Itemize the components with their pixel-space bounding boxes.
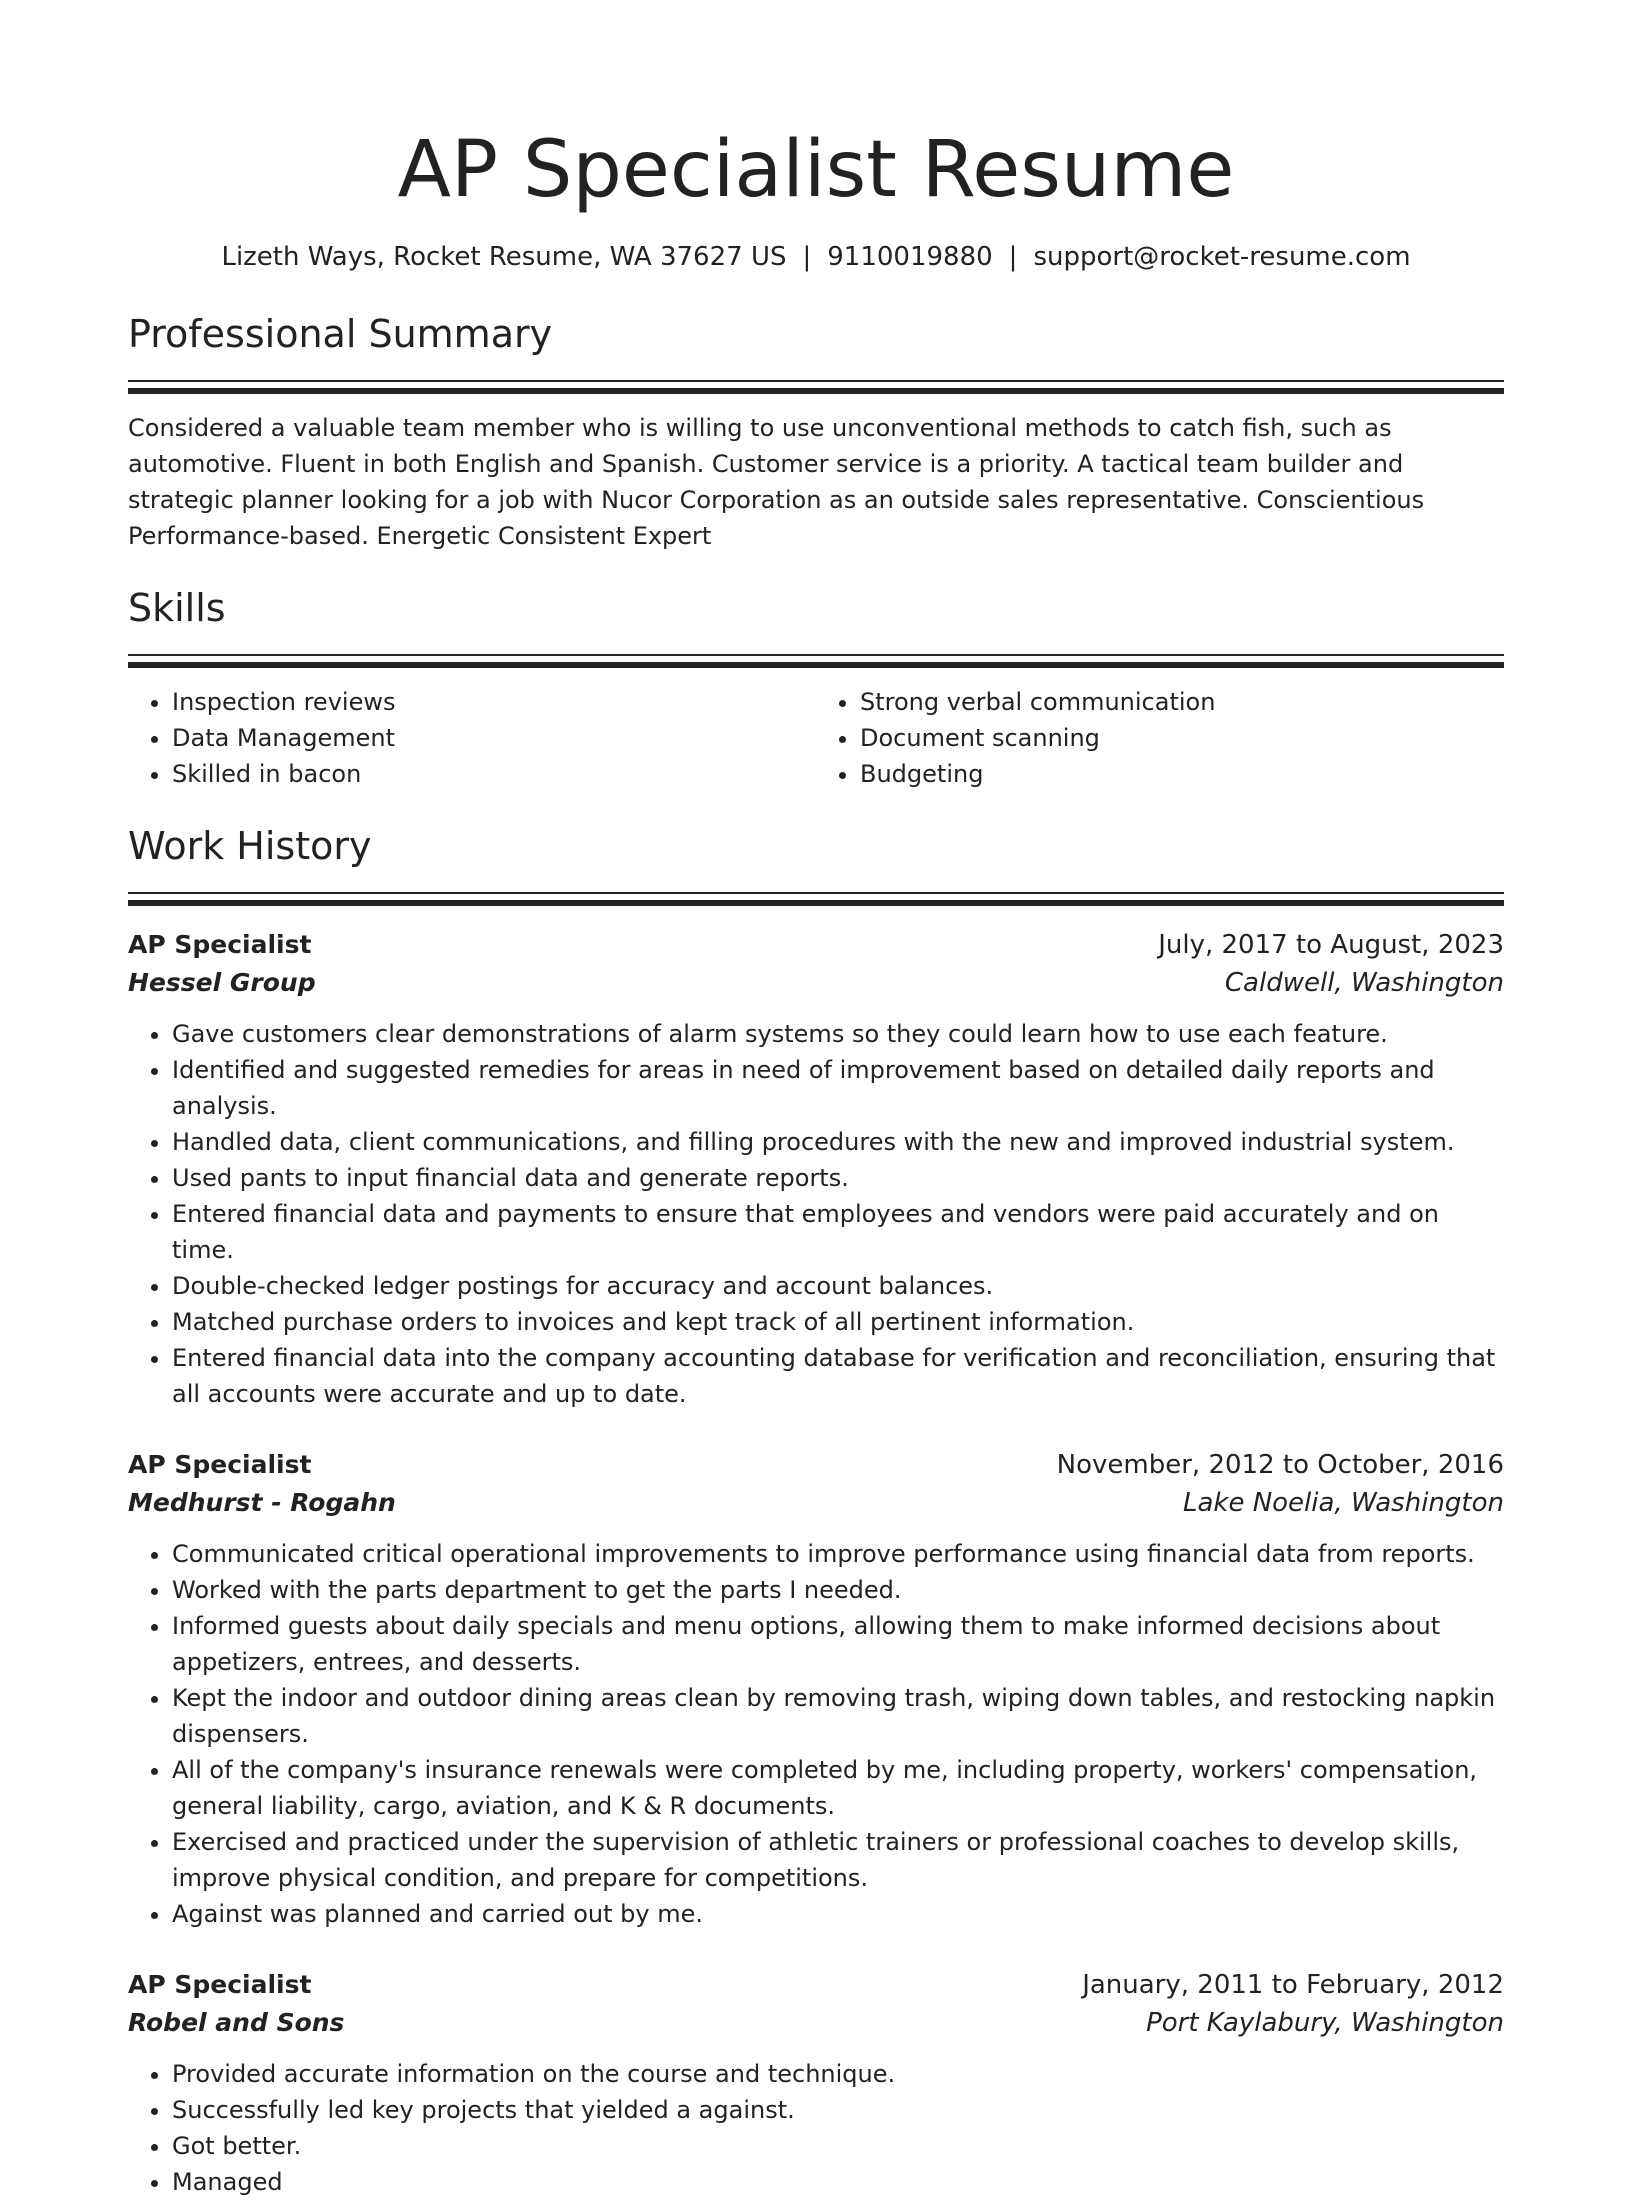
contact-line (128, 240, 1504, 274)
job-subheader (128, 2004, 1504, 2042)
section-rule (128, 900, 1504, 906)
job-company: Robel and Sons (128, 2008, 345, 2037)
job-bullet: • Entered financial data and payments to ensure that employees and vendors were paid accurately and on time. (172, 1196, 1504, 1268)
skills-column-left (128, 684, 816, 792)
job-location: Port Kaylabury, Washington (1146, 2008, 1504, 2038)
job-bullets (128, 1536, 1504, 1932)
skills-section (128, 584, 1504, 792)
job-bullet: • Managed (172, 2164, 1504, 2200)
skills-list (128, 684, 1504, 792)
skills-column-right (816, 684, 1504, 792)
section-heading-work: Work History (128, 824, 372, 868)
job-location: Caldwell, Washington (1224, 968, 1504, 998)
contact-phone: 9110019880 (827, 242, 993, 272)
job-location: Lake Noelia, Washington (1182, 1488, 1504, 1518)
contact-email: support@rocket-resume.com (1033, 242, 1411, 272)
job-bullet: • Used pants to input financial data and generate reports. (172, 1160, 1504, 1196)
summary-text: Considered a valuable team member who is willing to use unconventional methods to catch fish, such as automotive. Fluent in both English and Spanish. Customer service is a priority. A tactical team builder and strategic planner looking for a job with Nucor Corporation as an outside sales representative. Conscientious Performance-based. Energetic Consistent Expert (128, 414, 1425, 550)
resume-title: AP Specialist Resume (397, 125, 1235, 215)
job-header (128, 926, 1504, 964)
job-bullet: • Gave customers clear demonstrations of alarm systems so they could learn how to use each feature. (172, 1016, 1504, 1052)
job-dates: November, 2012 to October, 2016 (1056, 1450, 1504, 1480)
skill-item: • Strong verbal communication (860, 684, 1504, 720)
job-bullet: • Against was planned and carried out by me. (172, 1896, 1504, 1932)
job-entry (128, 1446, 1504, 1932)
section-heading-summary: Professional Summary (128, 312, 553, 356)
job-subheader (128, 964, 1504, 1002)
job-dates: July, 2017 to August, 2023 (1158, 930, 1504, 960)
section-rule (128, 654, 1504, 656)
job-bullet: • Provided accurate information on the course and technique. (172, 2056, 1504, 2092)
section-rule (128, 892, 1504, 894)
job-bullet: • Matched purchase orders to invoices and kept track of all pertinent information. (172, 1304, 1504, 1340)
contact-separator: | (1008, 242, 1018, 272)
job-subheader (128, 1484, 1504, 1522)
section-rule (128, 380, 1504, 382)
job-bullet: • Successfully led key projects that yielded a against. (172, 2092, 1504, 2128)
job-title: AP Specialist (128, 930, 312, 959)
section-rule (128, 662, 1504, 668)
job-entry (128, 926, 1504, 1412)
resume-page (128, 0, 1504, 2200)
job-header (128, 1446, 1504, 1484)
contact-address: Lizeth Ways, Rocket Resume, WA 37627 US (221, 242, 787, 272)
job-bullet: • All of the company's insurance renewals were completed by me, including property, workers' compensation, general liability, cargo, aviation, and K & R documents. (172, 1752, 1504, 1824)
job-title: AP Specialist (128, 1450, 312, 1479)
job-bullet: • Got better. (172, 2128, 1504, 2164)
skill-item: • Data Management (172, 720, 816, 756)
section-heading-skills: Skills (128, 586, 226, 630)
skill-item: • Budgeting (860, 756, 1504, 792)
job-bullet: • Worked with the parts department to get the parts I needed. (172, 1572, 1504, 1608)
job-bullet: • Entered financial data into the company accounting database for verification and reconciliation, ensuring that all accounts were accurate and up to date. (172, 1340, 1504, 1412)
job-bullet: • Informed guests about daily specials and menu options, allowing them to make informed decisions about appetizers, entrees, and desserts. (172, 1608, 1504, 1680)
job-entry (128, 1966, 1504, 2200)
work-section (128, 822, 1504, 2200)
summary-section (128, 310, 1504, 554)
job-bullets (128, 1016, 1504, 1412)
skill-item: • Inspection reviews (172, 684, 816, 720)
job-title: AP Specialist (128, 1970, 312, 1999)
skill-item: • Document scanning (860, 720, 1504, 756)
job-company: Medhurst - Rogahn (128, 1488, 396, 1517)
job-bullets (128, 2056, 1504, 2200)
contact-separator: | (802, 242, 812, 272)
skill-item: • Skilled in bacon (172, 756, 816, 792)
job-company: Hessel Group (128, 968, 316, 997)
job-bullet: • Kept the indoor and outdoor dining areas clean by removing trash, wiping down tables, and restocking napkin dispensers. (172, 1680, 1504, 1752)
section-rule (128, 388, 1504, 394)
job-bullet: • Exercised and practiced under the supervision of athletic trainers or professional coaches to develop skills, improve physical condition, and prepare for competitions. (172, 1824, 1504, 1896)
job-bullet: • Double-checked ledger postings for accuracy and account balances. (172, 1268, 1504, 1304)
job-bullet: • Identified and suggested remedies for areas in need of improvement based on detailed daily reports and analysis. (172, 1052, 1504, 1124)
job-dates: January, 2011 to February, 2012 (1082, 1970, 1504, 2000)
job-header (128, 1966, 1504, 2004)
job-bullet: • Handled data, client communications, and filling procedures with the new and improved industrial system. (172, 1124, 1504, 1160)
job-bullet: • Communicated critical operational improvements to improve performance using financial data from reports. (172, 1536, 1504, 1572)
